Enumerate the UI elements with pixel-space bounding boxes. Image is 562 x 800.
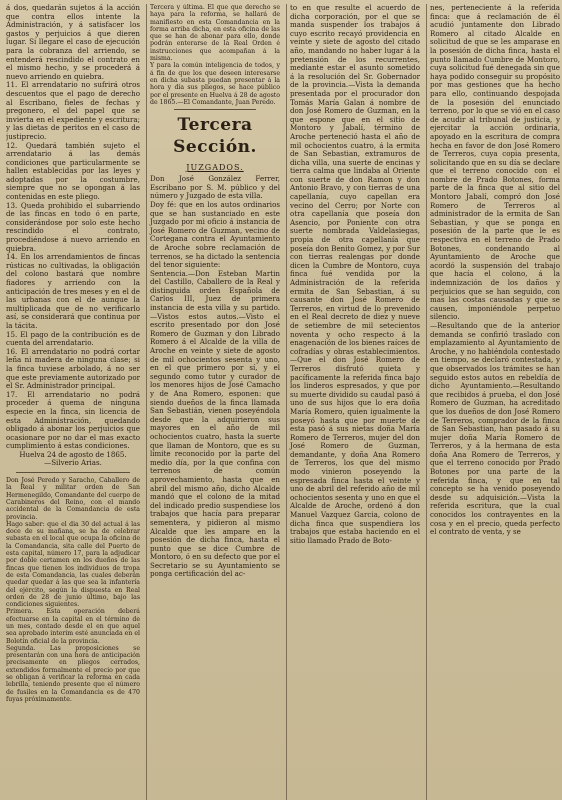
notice-block (6, 477, 140, 703)
paragraph: Hago saber: que el dia 30 del actual á las doce de su mañana, se ha de celebrar subasta en el local que ocupa la oficina de la Comandancia, sita calle del Puerto de esta capital, número 17, para la adjudicar por doble certamen en los dueños de las fincas que tienen los individuos de tropa de esta Comandancia, las cuales deberán quedar quedar á las que sea la infantería del ejército, según la dispuesta en Real orden de 28 de junio último, bajo las condiciones siguientes. (6, 520, 140, 609)
divider (174, 109, 256, 110)
section-header: JUZGADOS. (186, 163, 244, 173)
paragraph: 16. El arrendatario no podrá cortar leña ni madera de ninguna clase; si la finca tuviese arbolado, á no ser que este previamente autorizado por el Sr. Administrador principal. (6, 346, 140, 391)
paragraph: 14. En los arrendamientos de fincas rústicas no cultivadas, la obligación del colono bastará que nombre fiadores y arriendo con la anticipación de tres meses y en el de las urbanas con el de aunque la multiplicada que de no verificarlo así, se considerará que continua por la tácita. (6, 252, 140, 330)
paragraph: 11. El arrendatario no sufrirá otros descuentos que el pago de derecho al Escribano, fieles de fechas y pregonero, el del papel que se invierta en el expediente y escritura; y las dietas de peritos en el caso de justiprecio. (6, 80, 140, 141)
column-2 (146, 4, 280, 800)
paragraph: á dos, quedarán sujetos á la acción que contra ellos intente la Administración, y á satisfacer los gastos y perjuicios á que dieren lugar. Si llegare el caso de ejecución para la cobranza del arriendo, se entenderá rescindido el contrato en el mismo hecho, y se procederá á nuevo arriendo en quiebra. (6, 4, 140, 81)
section-title: Tercera Sección. (173, 115, 257, 158)
paragraph: Segunda. Las proposiciones se presentarán con una hora de anticipación precisamente en pliegos cerrados, extendidos formalmente el precio por que se obligan á verificar la reforma en cada lebrilla, teniendo presente que el número de fusiles en la Comandancia es de 470 fuyas próximamente. (6, 644, 140, 703)
paragraph: 12. Quedará también sujeto el arrendatario á las demás condiciones que particularmente se hallen establecidas por las leyes y adoptadas por la costumbre, siempre que no se opongan á las contenidas en este pliego. (6, 140, 140, 202)
paragraph: Tercera y última. El que que derecho se haya para la reforma, se hallará de manifiesto en esta Comandancia en la forma arriba dicha, en esta oficina de las que se han de abonar para ello, donde podrán enterarse de la Real Orden é instrucciones que acompañan á la misma. (150, 4, 280, 63)
paragraph: Don José González Ferrer, Escribano por S. M. público y del número y Juzgado de esta villa. (150, 174, 280, 201)
paragraph: 17. El arrendatario no podrá proceder á quema de ninguna especie en la finca, sin licencia de esta Administración, quedando obligado á abonar los perjuicios que ocasionare por no dar el mas exacto cumplimiento á estas condiciones. (6, 389, 140, 451)
notice-block (150, 4, 280, 106)
column-4 (426, 4, 560, 800)
paragraph: to en que resulte el acuerdo de dicha corporación, por el que se manda suspender los trabajos á cuyo escrito recayó providencia en veinte y siete de agosto del citado año, mandando no haber lugar á la pretensión de los recurrentes, mediante estar el asunto sometido á la resolución del Sr. Gobernador de la provincia.—Vista la demanda presentada por el procurador don Tomás María Galan á nombre de don José Romero de Guzman, en la que espone que en el sitio de Montoro y Jabalí, término de Aroche perteneció hasta el año de mil ochocientos cuatro, á la ermita de San Sebastian, extramuros de dicha villa, una suerte de encinas y tierra calma que lindaba al Oriente con suerte de don Ramon y don Antonio Bravo, y con tierras de una capellanía, cuyo capellan era vecino del Cerro; por Norte con otra capellanía que poseía don Asencio, por Poniente con otra suerte nombrada Valdelasiegas, propia de otra capellanía que poseía don Benito Gomez, y por Sur con tierras realengas por donde dicen la Cumbre de Montoro, cuya finca fué vendida por la Administración de la referida ermita de San Sebastian, á su causante don José Romero de Terreros, en virtud de lo prevenido en el Real decreto de diez y nueve de setiembre de mil setecientos noventa y ocho respecto á la enagenación de los bienes raíces de cofradías y obras establecimientos.—Que el don José Romero de Terreros disfrutó quieta y pacíficamente la referida finca bajo los linderos espresados, y que por su muerte dividido su caudal pasó á uno de sus hijos que lo era doña María Romero, quien igualmente la poseyó hasta que por muerte de esta pasó á sus nietas doña María Romero de Terreros, mujer del don José Romero de Guzman, demandante, y doña Ana Romero de Terreros, los que del mismo modo vinieron poseyendo la espresada finca hasta el veinte y uno de abril del referido año de mil ochocientos sesenta y uno en que el Alcalde de Aroche, ordenó á don Manuel Vazquez Garcia, colono de dicha finca que suspendiera los trabajos que estaba haciendo en el sitio llamado Prado de Boto- (290, 4, 420, 545)
signature: —Silverio Arias. (44, 458, 102, 468)
divider (16, 472, 130, 473)
column-3 (286, 4, 420, 800)
paragraph: 13. Queda prohibido el subarriendo de las fincas en todo ó en parte, considerándose por solo este hecho rescindido el contrato, procediéndose á nuevo arriendo en quiebra. (6, 200, 140, 253)
paragraph: Doy fé: que en los autos ordinarios que se han sustanciado en este Juzgado por mi oficio á instancia de José Romero de Guzman, vecino de Cortegana contra el Ayuntamiento de Aroche sobre reclamación de terrenos, se ha dictado la sentencia del tenor siguiente: (150, 199, 280, 270)
paragraph: Sentencia.—Don Esteban Martin del Castillo, Caballero de la Real y distinguida orden Española de Carlos III, Juez de primera instancia de esta villa y su partido.—Vistos estos autos.—Visto el escrito presentado por don José Romero de Guzman y don Librado Romero á el Alcalde de la villa de Aroche en veinte y siete de agosto de mil ochocientos sesenta y uno, en el que primero por sí, y el segundo como tutor y curador de los menores hijos de José Camacho y de Ana Romero, esponen: que siendo dueños de la finca llamada San Sebastián, vienen poseyéndola desde que la adquirieron sus mayores en el año de mil ochocientos cuatro, hasta la suerte que llaman de Montoro, que es su límite reconocido por la parte del medio día, por la que confina con terrenos de común aprovechamiento, hasta que en abril del mismo año, dicho Alcalde mandó que el colono de la mitad del indicado predio suspendiese los trabajos que hacía para preparar sementera, y pidieron al mismo Alcalde que les ampare en la posesión de dicha finca, hasta el punto que se dice Cumbre de Montoro, ó en su defecto que por el Secretario se su Ayuntamiento se ponga certificación del ac- (150, 268, 280, 579)
paragraph: 15. El pago de la contribución es de cuenta del arrendatario. (6, 329, 140, 348)
column-1 (6, 4, 140, 800)
dateline: Huelva 24 de agosto de 1865. (19, 449, 127, 459)
paragraph: Y para la común inteligencia de todos, y á fin de que los que deseen interesarse en dicha subasta puedan presentar á la hora y día sus pliegos, se hace público por el presente en Huelva á 28 de agosto de 1865.—El Comandante, Juan Peredo. (150, 62, 280, 106)
paragraph: nes, perteneciente á la referida finca: que á reclamación de él acudió juntamente don Librado Romero al citado Alcalde en solicitud de que se les amparase en la posesión de dicha finca, hasta el punto llamado Cumbre de Montoro, cuya solicitud fué denegada sin que haya podido conseguir su propósito por mas gestiones que ha hecho para ello, continuando despojada de la posesión del enunciado terreno, por lo que se vió en el caso de acudir al tribunal de justicia, y ejercitar la acción ordinaria, apoyado en la escritura de compra hecha en favor de don José Romero de Terreros, cuya copia presenta, solicitando que en su día se declare que el terreno conocido con el nombre de Prado Botones, forma parte de la finca que al sitio del Montoro Jabalí, compró don José Romero de Terreros al administrador de la ermita de San Sebastian, y que se ponga en posesión de la parte que le es respectiva en el terreno de Prado Botones, condenando al Ayuntamiento de Aroche que acordó la suspensión del trabajo que hacía el colono, á la indemnización de los daños y perjuicios que se han seguido, con mas las costas causadas y que se causen, imponiéndole perpetuo silencio. (430, 4, 560, 322)
paragraph: Don José Peredo y Saracho, Caballero de la Real y militar orden de San Hermenegildo, Comandante del cuerpo de Carabineros del Reino, con el mando accidental de la Comandancia de esta provincia. (6, 477, 140, 521)
paragraph: —Resultando que de la anterior demanda se confirió traslado con emplazamiento al Ayuntamiento de Aroche, y no habiéndola contestado en tiempo, se declaró contestada, y que observados los trámites se han seguido estos autos en rebeldía de dicho Ayuntamiento.—Resultando que recibidos á prueba, el don José Romero de Guzman, ha acreditado que los dueños de don José Romero de Terreros, comprador de la finca de San Sebastian, han pasado á su mujer doña María Romero de Terreros, y á la hermana de esta doña Ana Romero de Terreros, y que el terreno conocido por Prado Botones por una parte de la referida finca, y que en tal concepto se ha venido poseyendo desde su adquisición.—Vista la referida escritura, que la cual conocidos los contrayentes en la cosa y en el precio, queda perfecto el contrato de venta, y se (430, 320, 560, 537)
paragraph: Primera. Esta operación deberá efectuarse en la capital en el término de un mes, contado desde el en que aquel sea aprobado interim esté anunciada en el Boletín oficial de la provincia. (6, 608, 140, 645)
